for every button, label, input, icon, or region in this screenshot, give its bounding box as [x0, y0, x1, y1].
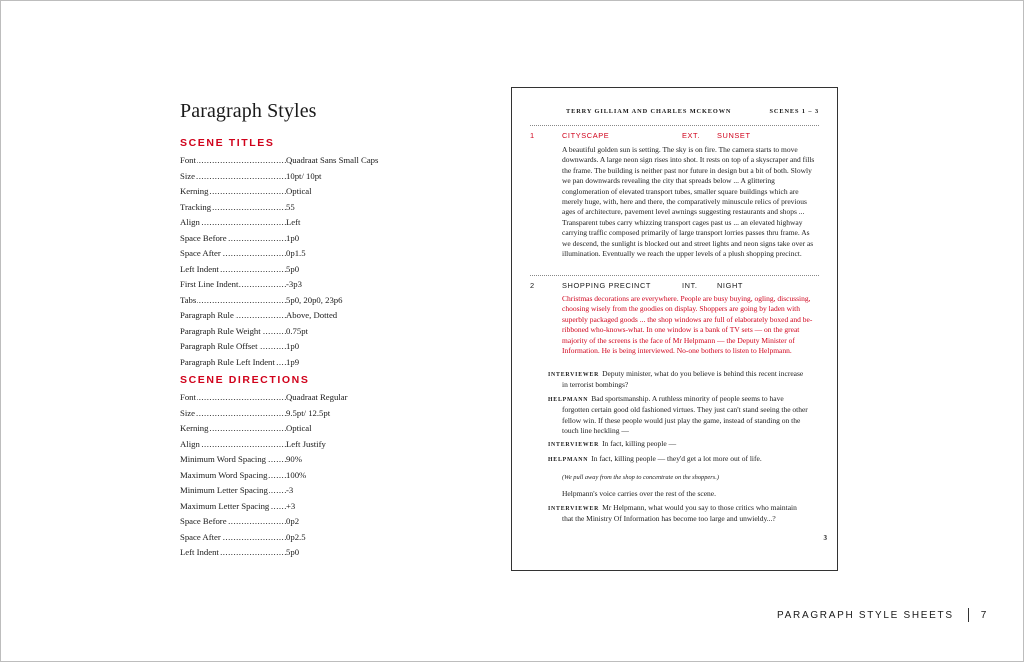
style-label	[180, 499, 286, 515]
scene-int-ext: EXT.	[682, 131, 701, 140]
style-row	[180, 293, 460, 309]
style-label	[180, 246, 286, 262]
style-label-text: Kerning	[180, 186, 209, 196]
dialog-text: Deputy minister, what do you believe is behind this recent increase	[602, 369, 804, 378]
style-value: -3	[286, 485, 294, 495]
footer-page-number: 7	[980, 609, 988, 621]
style-label	[180, 184, 286, 200]
style-row	[180, 390, 460, 406]
dialog-text-cont: forgotten certain good old fashioned virtues. They just can't stand seeing the other fellow win. If these people would just play the game, instead of standing on the touch line heckling —	[562, 405, 808, 436]
style-label	[180, 153, 286, 169]
style-label-text: Align	[180, 217, 200, 227]
style-value: Quadraat Regular	[286, 392, 348, 402]
dialog-line	[548, 439, 815, 450]
style-label	[180, 169, 286, 185]
style-value: 5p0	[286, 547, 300, 557]
scene-directions-list	[180, 390, 460, 561]
footer-separator	[968, 608, 969, 622]
style-row	[180, 406, 460, 422]
style-value: 1p0	[286, 341, 300, 351]
style-row	[180, 530, 460, 546]
style-row	[180, 437, 460, 453]
style-label-text: Maximum Letter Spacing	[180, 500, 270, 511]
dialog-line	[548, 369, 815, 391]
speaker-name: HELPMANN	[548, 457, 589, 463]
style-value: Optical	[286, 186, 312, 196]
style-label-text: Left Indent	[180, 263, 219, 274]
style-value: 90%	[286, 454, 302, 464]
running-head-left: TERRY GILLIAM AND CHARLES MCKEOWN	[566, 108, 732, 115]
dialog-text: In fact, killing people — they'd get a lot more out of life.	[591, 454, 762, 463]
style-value: 0p1.5	[286, 248, 306, 258]
style-row	[180, 246, 460, 262]
scene-direction: Christmas decorations are everywhere. People are busy buying, ogling, discussing, choosing wisely from the goodies on display. Shoppers are going by laden with superbly packaged goods ... the shop windows are full of elaborately boxed and be-ribboned who-knows-what. In one window is a bank of TV sets — on the great majority of the screens is the face of Mr Helpmann — the Deputy Minister of Information. He is being interviewed. No-one bothers to listen to Helpmann.	[562, 294, 813, 356]
speaker-name: INTERVIEWER	[548, 442, 600, 448]
style-value: 0p2.5	[286, 531, 306, 542]
style-value: 0.75pt	[286, 325, 308, 336]
style-value: +3	[286, 500, 296, 511]
style-value: Left Justify	[286, 438, 326, 449]
style-row	[180, 200, 460, 216]
style-label	[180, 355, 286, 371]
dotted-rule	[530, 125, 819, 126]
style-label-text: Tabs	[180, 294, 197, 305]
style-label	[180, 437, 286, 453]
dialog-line	[548, 394, 815, 437]
scene-number: 1	[530, 131, 535, 140]
scene-title	[530, 281, 819, 290]
speaker-name: INTERVIEWER	[548, 372, 600, 378]
style-list	[180, 100, 460, 561]
dialog-text-cont: in terrorist bombings?	[562, 380, 629, 390]
dialog-text: In fact, killing people —	[602, 439, 677, 448]
style-label	[180, 390, 286, 406]
scene-direction: A beautiful golden sun is setting. The sky is on fire. The camera starts to move downwards. A large neon sign rises into shot. It rests on top of a skyscraper and fills the frame. The building is neither past nor future in design but a bit of both. Slowly we pan downwards revealing the city that spreads below ... A glittering conglomeration of elevated transport tubes, smaller square buildings which are merely huge, with, here and there, the comparatively minuscule relics of previous ages of architecture, pavement level awnings suggesting restaurants and shops ... Transparent tubes carry whizzing transport cages past us ... an elevated highway carrying traffic composed primarily of large transport lorries passes thru frame. As we descend, the sunlight is blocked out and street lights and neon signs take over as illumination. Eventually we reach the upper levels of a plush shopping precinct.	[562, 145, 815, 259]
style-row	[180, 483, 460, 499]
style-label-text: Paragraph Rule	[180, 310, 234, 320]
style-value: 9.5pt/ 12.5pt	[286, 407, 331, 418]
style-label	[180, 215, 286, 231]
style-label-text: Size	[180, 407, 195, 418]
running-head	[566, 108, 819, 115]
style-label	[180, 262, 286, 278]
style-label	[180, 200, 286, 216]
style-label-text: Size	[180, 170, 195, 181]
style-label	[180, 324, 286, 340]
dialog-text: Bad sportsmanship. A ruthless minority of people seems to have	[591, 394, 784, 403]
style-row	[180, 184, 460, 200]
style-label-text: Space After	[180, 531, 221, 542]
scene-directions-heading: SCENE DIRECTIONS	[180, 374, 310, 386]
style-value: 10pt/ 10pt	[286, 170, 322, 181]
style-label-text: Minimum Letter Spacing	[180, 485, 268, 495]
speaker-name: HELPMANN	[548, 397, 589, 403]
scene-title	[530, 131, 819, 140]
style-value: Quadraat Sans Small Caps	[286, 155, 379, 165]
style-row	[180, 339, 460, 355]
style-label-text: Paragraph Rule Left Indent	[180, 356, 275, 367]
dialog-line	[548, 503, 815, 525]
style-row	[180, 545, 460, 561]
style-label-text: Maximum Word Spacing	[180, 469, 268, 480]
style-row	[180, 468, 460, 484]
style-label	[180, 308, 286, 324]
style-row	[180, 231, 460, 247]
style-value: Optical	[286, 423, 312, 433]
style-row	[180, 452, 460, 468]
style-label-text: Paragraph Rule Offset	[180, 341, 258, 351]
style-label-text: Tracking	[180, 201, 212, 212]
style-row	[180, 215, 460, 231]
style-label	[180, 545, 286, 561]
style-label-text: Kerning	[180, 423, 209, 433]
style-row	[180, 277, 460, 293]
scene-titles-list	[180, 153, 460, 370]
style-value: 100%	[286, 469, 307, 480]
style-label-text: Align	[180, 438, 200, 449]
style-value: 0p2	[286, 516, 300, 526]
style-label-text: Space After	[180, 248, 221, 258]
scene-time: SUNSET	[717, 131, 751, 140]
scene-name: SHOPPING PRECINCT	[562, 281, 652, 290]
style-label-text: Font	[180, 155, 196, 165]
style-value: 55	[286, 201, 295, 212]
style-value: -3p3	[286, 279, 302, 289]
style-label-text: First Line Indent	[180, 279, 239, 289]
style-label-text: Space Before	[180, 232, 227, 243]
style-value: 5p0, 20p0, 23p6	[286, 294, 343, 305]
script-page-number: 3	[823, 534, 827, 542]
style-value: 1p9	[286, 356, 300, 367]
style-row	[180, 355, 460, 371]
page-title: Paragraph Styles	[180, 100, 317, 122]
scene-titles-heading: SCENE TITLES	[180, 137, 275, 149]
style-label	[180, 277, 286, 293]
style-row	[180, 262, 460, 278]
dotted-rule	[530, 275, 819, 276]
style-row	[180, 308, 460, 324]
style-label	[180, 339, 286, 355]
scene-name: CITYSCAPE	[562, 131, 610, 140]
style-value: Left	[286, 217, 301, 227]
style-row	[180, 324, 460, 340]
script-page-preview	[511, 87, 838, 571]
running-head-right: SCENES 1 – 3	[769, 108, 819, 115]
style-value: 1p0	[286, 232, 300, 243]
style-label	[180, 293, 286, 309]
dialog-line	[548, 454, 815, 465]
style-row	[180, 421, 460, 437]
style-label-text: Font	[180, 392, 196, 402]
style-label	[180, 421, 286, 437]
style-label	[180, 483, 286, 499]
style-row	[180, 153, 460, 169]
page-footer	[777, 608, 988, 622]
scene-time: NIGHT	[717, 281, 743, 290]
dialog-text-cont: that the Ministry Of Information has become too large and unwieldy...?	[562, 514, 776, 524]
style-value: 5p0	[286, 263, 300, 274]
style-label	[180, 530, 286, 546]
style-label-text: Paragraph Rule Weight	[180, 325, 261, 336]
scene-int-ext: INT.	[682, 281, 698, 290]
style-row	[180, 499, 460, 515]
dialog-text: Mr Helpmann, what would you say to those critics who maintain	[602, 503, 797, 512]
style-label	[180, 406, 286, 422]
style-label	[180, 468, 286, 484]
footer-label: PARAGRAPH STYLE SHEETS	[777, 609, 954, 621]
scene-number: 2	[530, 281, 535, 290]
style-value: Above, Dotted	[286, 310, 338, 320]
style-label	[180, 452, 286, 468]
style-label	[180, 514, 286, 530]
scene-direction: Helpmann's voice carries over the rest of the scene.	[562, 489, 716, 498]
style-row	[180, 514, 460, 530]
style-label-text: Space Before	[180, 516, 227, 526]
style-label-text: Minimum Word Spacing	[180, 454, 267, 464]
parenthetical: (We pull away from the shop to concentrate on the shoppers.)	[562, 474, 719, 481]
style-row	[180, 169, 460, 185]
style-label	[180, 231, 286, 247]
speaker-name: INTERVIEWER	[548, 506, 600, 512]
style-label-text: Left Indent	[180, 547, 219, 557]
